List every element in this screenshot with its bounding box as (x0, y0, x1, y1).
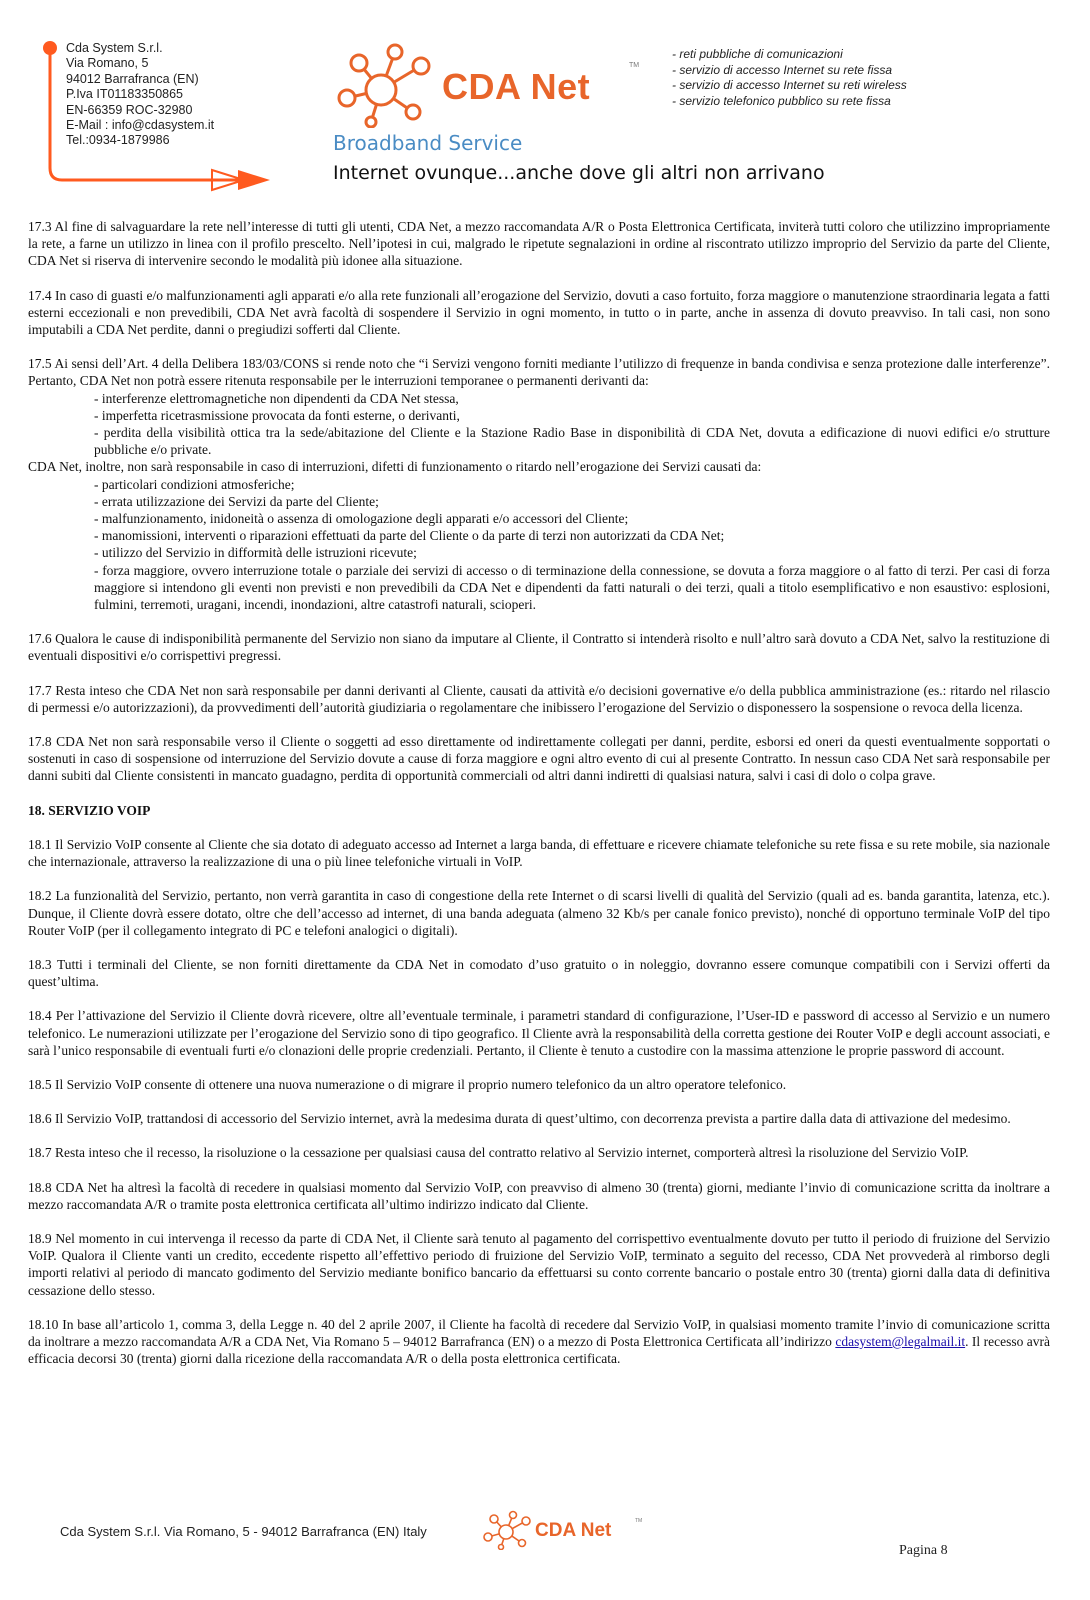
clause-18-3: 18.3 Tutti i terminali del Cliente, se non forniti direttamente da CDA Net in comodato d’uso gratuito o in noleggio, dovranno essere comunque compatibili con i Servizi offerti da quest’ultima. (28, 956, 1050, 990)
clause-18-10-text-end: . Il recesso avrà efficacia decorsi 30 (trenta) giorni dalla ricezione della raccomandata A/R o della posta elettronica certificata. (28, 1333, 1050, 1367)
cda-net-network-logo-icon (333, 38, 443, 128)
footer-network-logo-icon (482, 1510, 538, 1550)
company-city: 94012 Barrafranca (EN) (66, 71, 199, 86)
list-item: - utilizzo del Servizio in difformità delle istruzioni ricevute; (94, 545, 417, 561)
list-item: - particolari condizioni atmosferiche; (94, 476, 295, 492)
broadband-service-label: Broadband Service (333, 131, 523, 155)
clause-17-5-intro: 17.5 Ai sensi dell’Art. 4 della Delibera 183/03/CONS si rende noto che “i Servizi vengono forniti mediante l’utilizzo di frequenze in banda condivisa e senza protezione dalle interferenze”. Pertanto, CDA Net non potrà essere ritenuta responsabile per le interruzioni temporanee o permanenti derivanti da: (28, 356, 1050, 389)
clause-17-6: 17.6 Qualora le cause di indisponibilità permanente del Servizio non siano da imputare al Cliente, il Contratto si intenderà risolto e null’altro sarà dovuto a CDA Net, salvo la restituzione di eventuali dispositivi e/o corrispettivi pregressi. (28, 631, 1050, 664)
list-item: - forza maggiore, ovvero interruzione totale o parziale dei servizi di accesso o di terminazione della connessione, se dovuta a forza maggiore o al fatto di terzi. Per casi di forza maggiore si intendono gli eventi non previsti e non prevedibili da CDA Net e dipendenti da fatti naturali o dei terzi, quali a titolo esemplificativo e non esaustivo: esplosioni, fulmini, terremoti, uragani, incendi, inondazioni, altre catastrofi naturali, scioperi. (94, 562, 1050, 613)
clause-17-4: 17.4 In caso di guasti e/o malfunzionamenti agli apparati e/o alla rete funzionali all’erogazione del Servizio, dovuti a caso fortuito, forza maggiore o manutenzione straordinaria legata a fatti esterni eccezionali e non prevedibili, CDA Net avrà facoltà di sospendere il Servizio in ogni momento, in tutto o in parte, anche in assenza di dovuto preavviso. In tali casi, non sono imputabili a CDA Net perdite, danni o pregiudizi sofferti dal Cliente. (28, 287, 1050, 338)
liability-exclusions-list (28, 476, 1050, 614)
company-registration: EN-66359 ROC-32980 (66, 102, 193, 117)
list-item: - imperfetta ricetrasmissione provocata da fonti esterne, o derivanti, (94, 407, 460, 423)
clause-18-4: 18.4 Per l’attivazione del Servizio il Cliente dovrà ricevere, oltre all’eventuale terminale, i parametri standard di configurazione, l’User-ID e password di accesso al Servizio e un numero telefonico. Le numerazioni utilizzate per l’erogazione del Servizio sono di tipo geografico. Il Cliente avrà la responsabilità della corretta gestione dei Router VoIP e degli account associati, e sarà l’unico responsabile di eventuali furti e/o clonazioni delle proprie credenziali. Pertanto, il Cliente è tenuto a custodire con la massima attenzione le proprie password di account. (28, 1008, 1050, 1058)
trademark-mark: TM (629, 62, 640, 69)
service-item: - servizio di accesso Internet su rete fissa (672, 62, 893, 77)
company-email: E-Mail : info@cdasystem.it (66, 118, 215, 133)
company-street: Via Romano, 5 (66, 56, 149, 71)
company-vat: P.Iva IT01183350865 (66, 87, 183, 102)
cda-net-logo-text: CDA Net (442, 66, 591, 107)
company-name: Cda System S.r.l. (66, 41, 163, 55)
clause-18-10 (28, 1316, 1050, 1368)
clause-17-8: 17.8 CDA Net non sarà responsabile verso il Cliente o soggetti ad esso direttamente od indirettamente collegati per danni, perdite, esborsi ed oneri da questi eventualmente sopportati o sostenuti in caso di sospensione od interruzione del Servizio dovute a cause di forza maggiore e ogni altro evento di cui al presente Contratto. In nessun caso CDA Net sarà responsabile per danni subiti dal Cliente consistenti in mancato guadagno, perdita di opportunità commerciali od altri danni indiretti di qualsiasi natura, salvi i casi di dolo o colpa grave. (28, 734, 1050, 784)
list-item: - malfunzionamento, inidoneità o assenza di omologazione degli apparati e/o accessori del Cliente; (94, 511, 629, 527)
section-title-voip: 18. SERVIZIO VOIP (28, 802, 151, 818)
services-list (672, 47, 907, 109)
clause-18-9: 18.9 Nel momento in cui intervenga il recesso da parte di CDA Net, il Cliente sarà tenuto al pagamento del corrispettivo eventualmente dovuto per tutto il periodo di fruizione del Servizio VoIP. Qualora il Cliente vanti un credito, eccedente rispetto all’effettivo periodo di fruizione del Servizio VoIP, terminato a seguito del recesso, CDA Net provvederà al rimborso degli importi relativi al periodo di mancato godimento del Servizio mediante bonifico bancario da effettuarsi su conto corrente bancario o postale entro 30 (trenta) giorni dalla data di definitiva cessazione dello stesso. (28, 1230, 1050, 1298)
service-item: - servizio telefonico pubblico su rete fissa (672, 93, 891, 108)
clause-18-2: 18.2 La funzionalità del Servizio, pertanto, non verrà garantita in caso di congestione della rete Internet o di scarsi livelli di qualità del Servizio (quali ad es. banda garantita, latenza, etc.). Dunque, il Cliente dovrà essere dotato, oltre che dell’accesso ad internet, di una banda adeguata (almeno 32 Kb/s per canale fonico previsto), nonché di opportuno terminale VoIP del tipo Router VoIP (per il collegamento integrato di PC e telefoni analogici o digitali). (28, 888, 1050, 938)
clause-18-6: 18.6 Il Servizio VoIP, trattandosi di accessorio del Servizio internet, avrà la medesima durata di quest’ultimo, con decorrenza prevista a partire dalla data di attivazione del medesimo. (28, 1111, 1011, 1127)
footer-trademark-mark: TM (635, 1518, 643, 1524)
clause-18-1: 18.1 Il Servizio VoIP consente al Cliente che sia dotato di adeguato accesso ad Internet a larga banda, di effettuare e ricevere chiamate telefoniche su rete fissa e su rete mobile, sia nazionale che internazionale, attraverso la realizzazione di una o più linee telefoniche virtuali in VoIP. (28, 836, 1050, 870)
clause-17-5-mid: CDA Net, inoltre, non sarà responsabile in caso di interruzioni, difetti di funzionamento o ritardo nell’erogazione dei Servizi causati da: (28, 459, 762, 475)
contract-body (28, 218, 1050, 1384)
list-item: - manomissioni, interventi o riparazioni effettuati da parte del Cliente o da parte di terzi non autorizzati da CDA Net; (94, 528, 725, 544)
clause-18-5: 18.5 Il Servizio VoIP consente di ottenere una nuova numerazione o di migrare il proprio numero telefonico da un altro operatore telefonico. (28, 1076, 787, 1092)
page-number: Pagina 8 (899, 1543, 948, 1558)
list-item: - errata utilizzazione dei Servizi da parte del Cliente; (94, 493, 379, 509)
service-item: - servizio di accesso Internet su reti wireless (672, 78, 907, 92)
clause-17-7: 17.7 Resta inteso che CDA Net non sarà responsabile per danni derivanti al Cliente, causati da attività e/o decisioni governative e/o della pubblica amministrazione (es.: ritardo nel rilascio di permessi e/o autorizzazioni), da provvedimenti dell’autorità giudiziaria o regolamentare che inibissero l’erogazione del Servizio o disponessero la sospensione o revoca della licenza. (28, 682, 1050, 715)
footer-address: Cda System S.r.l. Via Romano, 5 - 94012 Barrafranca (EN) Italy (60, 1524, 427, 1539)
list-item: - perdita della visibilità ottica tra la sede/abitazione del Cliente e la Stazione Radio Base in disponibilità di CDA Net, dovuta a edificazione di nuovi edifici e/o strutture pubbliche e/o private. (94, 425, 1050, 458)
clause-18-8: 18.8 CDA Net ha altresì la facoltà di recedere in qualsiasi momento dal Servizio VoIP, con preavviso di almeno 30 (trenta) giorni, mediante l’invio di comunicazione scritta da inoltrare a mezzo raccomandata A/R o tramite posta elettronica certificata all’ultimo indirizzo indicato dal Cliente. (28, 1179, 1050, 1212)
clause-17-3: 17.3 Al fine di salvaguardare la rete nell’interesse di tutti gli utenti, CDA Net, a mezzo raccomandata A/R o Posta Elettronica Certificata, inviterà tutti coloro che utilizzino impropriamente la rete, a farne un utilizzo in linea con il profilo prescelto. Nell’ipotesi in cui, malgrado le ripetute segnalazioni in ordine al riscontrato utilizzo improprio del Servizio da parte del Cliente, CDA Net si riserva di intervenire secondo le modalità più idonee alla situazione. (28, 219, 1050, 269)
interference-list (28, 390, 1050, 459)
footer-logo-text: CDA Net (535, 1520, 612, 1541)
tagline: Internet ovunque...anche dove gli altri non arrivano (333, 162, 825, 184)
clause-18-7: 18.7 Resta inteso che il recesso, la risoluzione o la cessazione per qualsiasi causa del contratto relativo al Servizio internet, comporterà altresì la risoluzione del Servizio VoIP. (28, 1145, 969, 1161)
service-item: - reti pubbliche di comunicazioni (672, 47, 843, 61)
letterhead (0, 0, 1090, 200)
company-info (66, 41, 214, 149)
list-item: - interferenze elettromagnetiche non dipendenti da CDA Net stessa, (94, 390, 459, 406)
pec-email-link[interactable]: cdasystem@legalmail.it (835, 1333, 966, 1349)
company-phone: Tel.:0934-1879986 (66, 133, 170, 148)
clause-18-10-text: 18.10 In base all’articolo 1, comma 3, della Legge n. 40 del 2 aprile 2007, il Cliente ha facoltà di recedere dal Servizio VoIP, in qualsiasi momento tramite l’invio di comunicazione scritta da inoltrare a mezzo raccomandata A/R a CDA Net, Via Romano 5 – 94012 Barrafranca (EN) o a mezzo di Posta Elettronica Certificata all’indirizzo (28, 1316, 1050, 1349)
